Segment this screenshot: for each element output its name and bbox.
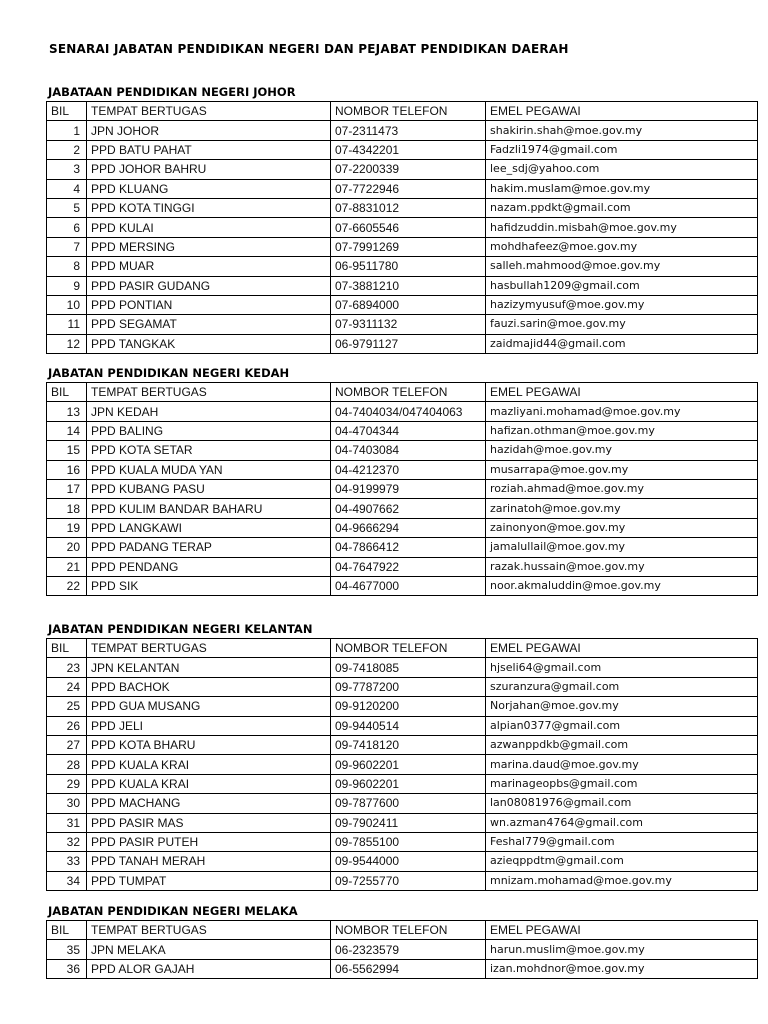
- telefon-cell: 04-7404034/047404063: [331, 402, 486, 421]
- emel-cell: musarrapa@moe.gov.my: [486, 460, 758, 479]
- tempat-cell: PPD KLUANG: [87, 179, 331, 198]
- telefon-cell: 04-9666294: [331, 518, 486, 537]
- bil-cell: 21: [47, 557, 87, 576]
- telefon-cell: 09-9602201: [331, 755, 486, 774]
- table-row: [47, 218, 758, 237]
- header-emel-pegawai: EMEL PEGAWAI: [486, 102, 758, 121]
- tempat-cell: PPD KUALA MUDA YAN: [87, 460, 331, 479]
- bil-cell: 16: [47, 460, 87, 479]
- table-row: [47, 774, 758, 793]
- bil-cell: 20: [47, 538, 87, 557]
- bil-cell: 17: [47, 479, 87, 498]
- emel-cell: Feshal779@gmail.com: [486, 832, 758, 851]
- tempat-cell: PPD PASIR MAS: [87, 813, 331, 832]
- bil-cell: 30: [47, 794, 87, 813]
- table-row: [47, 697, 758, 716]
- tempat-cell: PPD ALOR GAJAH: [87, 959, 331, 978]
- telefon-cell: 04-4677000: [331, 576, 486, 595]
- section-kelantan: [46, 621, 757, 891]
- bil-cell: 8: [47, 257, 87, 276]
- tempat-cell: PPD KULAI: [87, 218, 331, 237]
- bil-cell: 34: [47, 871, 87, 890]
- emel-cell: mazliyani.mohamad@moe.gov.my: [486, 402, 758, 421]
- header-tempat-bertugas: TEMPAT BERTUGAS: [87, 639, 331, 658]
- bil-cell: 26: [47, 716, 87, 735]
- tempat-cell: PPD KUBANG PASU: [87, 479, 331, 498]
- emel-cell: hafizan.othman@moe.gov.my: [486, 421, 758, 440]
- bil-cell: 35: [47, 940, 87, 959]
- document-title: SENARAI JABATAN PENDIDIKAN NEGERI DAN PEJABAT PENDIDIKAN DAERAH: [49, 42, 569, 56]
- header-nombor-telefon: NOMBOR TELEFON: [331, 639, 486, 658]
- emel-cell: azwanppdkb@gmail.com: [486, 735, 758, 754]
- telefon-cell: 07-4342201: [331, 140, 486, 159]
- emel-cell: hazizymyusuf@moe.gov.my: [486, 295, 758, 314]
- header-tempat-bertugas: TEMPAT BERTUGAS: [87, 383, 331, 402]
- section-title: JABATAN PENDIDIKAN NEGERI KEDAH: [48, 366, 290, 380]
- table-row: [47, 871, 758, 890]
- table-row: [47, 198, 758, 217]
- section-johor: [46, 84, 757, 354]
- telefon-cell: 07-8831012: [331, 198, 486, 217]
- telefon-cell: 09-9602201: [331, 774, 486, 793]
- bil-cell: 22: [47, 576, 87, 595]
- tempat-cell: PPD LANGKAWI: [87, 518, 331, 537]
- header-nombor-telefon: NOMBOR TELEFON: [331, 921, 486, 940]
- telefon-cell: 07-3881210: [331, 276, 486, 295]
- bil-cell: 3: [47, 160, 87, 179]
- bil-cell: 13: [47, 402, 87, 421]
- bil-cell: 29: [47, 774, 87, 793]
- telefon-cell: 07-7722946: [331, 179, 486, 198]
- table-row: [47, 499, 758, 518]
- emel-cell: azieqppdtm@gmail.com: [486, 852, 758, 871]
- header-tempat-bertugas: TEMPAT BERTUGAS: [87, 102, 331, 121]
- telefon-cell: 06-5562994: [331, 959, 486, 978]
- table-row: [47, 179, 758, 198]
- bil-cell: 15: [47, 441, 87, 460]
- tempat-cell: PPD PONTIAN: [87, 295, 331, 314]
- table-header-row: [47, 921, 758, 940]
- emel-cell: lan08081976@gmail.com: [486, 794, 758, 813]
- tempat-cell: PPD MACHANG: [87, 794, 331, 813]
- tempat-cell: PPD BACHOK: [87, 677, 331, 696]
- table-header-row: [47, 102, 758, 121]
- telefon-cell: 06-2323579: [331, 940, 486, 959]
- emel-cell: hazidah@moe.gov.my: [486, 441, 758, 460]
- telefon-cell: 06-9511780: [331, 257, 486, 276]
- bil-cell: 36: [47, 959, 87, 978]
- bil-cell: 14: [47, 421, 87, 440]
- table-row: [47, 658, 758, 677]
- emel-cell: jamalullail@moe.gov.my: [486, 538, 758, 557]
- emel-cell: razak.hussain@moe.gov.my: [486, 557, 758, 576]
- telefon-cell: 07-6894000: [331, 295, 486, 314]
- header-emel-pegawai: EMEL PEGAWAI: [486, 921, 758, 940]
- table-row: [47, 518, 758, 537]
- table-row: [47, 813, 758, 832]
- telefon-cell: 09-9120200: [331, 697, 486, 716]
- tempat-cell: PPD KULIM BANDAR BAHARU: [87, 499, 331, 518]
- emel-cell: marinageopbs@gmail.com: [486, 774, 758, 793]
- emel-cell: mohdhafeez@moe.gov.my: [486, 237, 758, 256]
- bil-cell: 7: [47, 237, 87, 256]
- emel-cell: mnizam.mohamad@moe.gov.my: [486, 871, 758, 890]
- table-row: [47, 852, 758, 871]
- emel-cell: fauzi.sarin@moe.gov.my: [486, 315, 758, 334]
- telefon-cell: 09-9440514: [331, 716, 486, 735]
- emel-cell: harun.muslim@moe.gov.my: [486, 940, 758, 959]
- tempat-cell: PPD JOHOR BAHRU: [87, 160, 331, 179]
- emel-cell: nazam.ppdkt@gmail.com: [486, 198, 758, 217]
- bil-cell: 9: [47, 276, 87, 295]
- table-row: [47, 237, 758, 256]
- section-title: JABATAN PENDIDIKAN NEGERI MELAKA: [48, 904, 298, 918]
- bil-cell: 1: [47, 121, 87, 140]
- table-row: [47, 315, 758, 334]
- bil-cell: 28: [47, 755, 87, 774]
- tempat-cell: PPD SEGAMAT: [87, 315, 331, 334]
- header-bil: BIL: [47, 921, 87, 940]
- table-row: [47, 735, 758, 754]
- bil-cell: 32: [47, 832, 87, 851]
- header-emel-pegawai: EMEL PEGAWAI: [486, 639, 758, 658]
- emel-cell: zaidmajid44@gmail.com: [486, 334, 758, 353]
- emel-cell: hakim.muslam@moe.gov.my: [486, 179, 758, 198]
- tempat-cell: PPD JELI: [87, 716, 331, 735]
- telefon-cell: 09-7418085: [331, 658, 486, 677]
- emel-cell: marina.daud@moe.gov.my: [486, 755, 758, 774]
- emel-cell: salleh.mahmood@moe.gov.my: [486, 257, 758, 276]
- table-row: [47, 421, 758, 440]
- emel-cell: roziah.ahmad@moe.gov.my: [486, 479, 758, 498]
- table-row: [47, 334, 758, 353]
- emel-cell: hjseli64@gmail.com: [486, 658, 758, 677]
- table-row: [47, 832, 758, 851]
- telefon-cell: 09-7418120: [331, 735, 486, 754]
- table-row: [47, 295, 758, 314]
- table-row: [47, 160, 758, 179]
- table-row: [47, 121, 758, 140]
- telefon-cell: 09-7877600: [331, 794, 486, 813]
- bil-cell: 24: [47, 677, 87, 696]
- emel-cell: izan.mohdnor@moe.gov.my: [486, 959, 758, 978]
- telefon-cell: 07-9311132: [331, 315, 486, 334]
- tempat-cell: PPD KOTA TINGGI: [87, 198, 331, 217]
- emel-cell: shakirin.shah@moe.gov.my: [486, 121, 758, 140]
- table-row: [47, 959, 758, 978]
- contact-table: [46, 382, 758, 596]
- table-row: [47, 257, 758, 276]
- table-row: [47, 479, 758, 498]
- table-row: [47, 794, 758, 813]
- telefon-cell: 04-4212370: [331, 460, 486, 479]
- bil-cell: 12: [47, 334, 87, 353]
- telefon-cell: 07-2200339: [331, 160, 486, 179]
- telefon-cell: 04-7866412: [331, 538, 486, 557]
- tempat-cell: PPD TUMPAT: [87, 871, 331, 890]
- emel-cell: hasbullah1209@gmail.com: [486, 276, 758, 295]
- tempat-cell: JPN KEDAH: [87, 402, 331, 421]
- tempat-cell: PPD BALING: [87, 421, 331, 440]
- telefon-cell: 04-7647922: [331, 557, 486, 576]
- bil-cell: 10: [47, 295, 87, 314]
- tempat-cell: PPD BATU PAHAT: [87, 140, 331, 159]
- emel-cell: Fadzli1974@gmail.com: [486, 140, 758, 159]
- contact-table: [46, 920, 758, 979]
- tempat-cell: PPD TANAH MERAH: [87, 852, 331, 871]
- table-row: [47, 441, 758, 460]
- tempat-cell: JPN KELANTAN: [87, 658, 331, 677]
- tempat-cell: PPD TANGKAK: [87, 334, 331, 353]
- emel-cell: hafidzuddin.misbah@moe.gov.my: [486, 218, 758, 237]
- tempat-cell: PPD KOTA BHARU: [87, 735, 331, 754]
- tempat-cell: JPN MELAKA: [87, 940, 331, 959]
- emel-cell: szuranzura@gmail.com: [486, 677, 758, 696]
- tempat-cell: PPD GUA MUSANG: [87, 697, 331, 716]
- table-header-row: [47, 383, 758, 402]
- contact-table: [46, 638, 758, 891]
- tempat-cell: PPD KUALA KRAI: [87, 774, 331, 793]
- telefon-cell: 07-7991269: [331, 237, 486, 256]
- table-row: [47, 402, 758, 421]
- header-bil: BIL: [47, 639, 87, 658]
- emel-cell: Norjahan@moe.gov.my: [486, 697, 758, 716]
- emel-cell: zainonyon@moe.gov.my: [486, 518, 758, 537]
- bil-cell: 33: [47, 852, 87, 871]
- table-header-row: [47, 639, 758, 658]
- telefon-cell: 07-2311473: [331, 121, 486, 140]
- table-row: [47, 460, 758, 479]
- section-title: JABATAN PENDIDIKAN NEGERI KELANTAN: [48, 622, 313, 636]
- contact-table: [46, 101, 758, 354]
- header-bil: BIL: [47, 383, 87, 402]
- header-nombor-telefon: NOMBOR TELEFON: [331, 383, 486, 402]
- table-row: [47, 276, 758, 295]
- bil-cell: 25: [47, 697, 87, 716]
- section-title: JABATAAN PENDIDIKAN NEGERI JOHOR: [48, 85, 296, 99]
- table-row: [47, 538, 758, 557]
- tempat-cell: PPD PENDANG: [87, 557, 331, 576]
- telefon-cell: 09-7787200: [331, 677, 486, 696]
- header-emel-pegawai: EMEL PEGAWAI: [486, 383, 758, 402]
- telefon-cell: 04-9199979: [331, 479, 486, 498]
- telefon-cell: 09-7902411: [331, 813, 486, 832]
- table-row: [47, 576, 758, 595]
- tempat-cell: PPD MERSING: [87, 237, 331, 256]
- emel-cell: noor.akmaluddin@moe.gov.my: [486, 576, 758, 595]
- bil-cell: 2: [47, 140, 87, 159]
- table-row: [47, 755, 758, 774]
- bil-cell: 23: [47, 658, 87, 677]
- telefon-cell: 04-4704344: [331, 421, 486, 440]
- bil-cell: 19: [47, 518, 87, 537]
- table-row: [47, 716, 758, 735]
- tempat-cell: PPD MUAR: [87, 257, 331, 276]
- tempat-cell: PPD KUALA KRAI: [87, 755, 331, 774]
- header-bil: BIL: [47, 102, 87, 121]
- section-kedah: [46, 365, 757, 596]
- bil-cell: 4: [47, 179, 87, 198]
- table-row: [47, 677, 758, 696]
- tempat-cell: JPN JOHOR: [87, 121, 331, 140]
- table-row: [47, 140, 758, 159]
- tempat-cell: PPD PADANG TERAP: [87, 538, 331, 557]
- tempat-cell: PPD PASIR PUTEH: [87, 832, 331, 851]
- tempat-cell: PPD PASIR GUDANG: [87, 276, 331, 295]
- telefon-cell: 06-9791127: [331, 334, 486, 353]
- table-row: [47, 557, 758, 576]
- header-tempat-bertugas: TEMPAT BERTUGAS: [87, 921, 331, 940]
- bil-cell: 6: [47, 218, 87, 237]
- telefon-cell: 09-7855100: [331, 832, 486, 851]
- bil-cell: 27: [47, 735, 87, 754]
- emel-cell: alpian0377@gmail.com: [486, 716, 758, 735]
- bil-cell: 18: [47, 499, 87, 518]
- telefon-cell: 04-4907662: [331, 499, 486, 518]
- telefon-cell: 04-7403084: [331, 441, 486, 460]
- tempat-cell: PPD KOTA SETAR: [87, 441, 331, 460]
- bil-cell: 11: [47, 315, 87, 334]
- section-melaka: [46, 903, 757, 979]
- tempat-cell: PPD SIK: [87, 576, 331, 595]
- bil-cell: 31: [47, 813, 87, 832]
- telefon-cell: 09-7255770: [331, 871, 486, 890]
- bil-cell: 5: [47, 198, 87, 217]
- emel-cell: lee_sdj@yahoo.com: [486, 160, 758, 179]
- table-row: [47, 940, 758, 959]
- header-nombor-telefon: NOMBOR TELEFON: [331, 102, 486, 121]
- emel-cell: wn.azman4764@gmail.com: [486, 813, 758, 832]
- emel-cell: zarinatoh@moe.gov.my: [486, 499, 758, 518]
- telefon-cell: 09-9544000: [331, 852, 486, 871]
- telefon-cell: 07-6605546: [331, 218, 486, 237]
